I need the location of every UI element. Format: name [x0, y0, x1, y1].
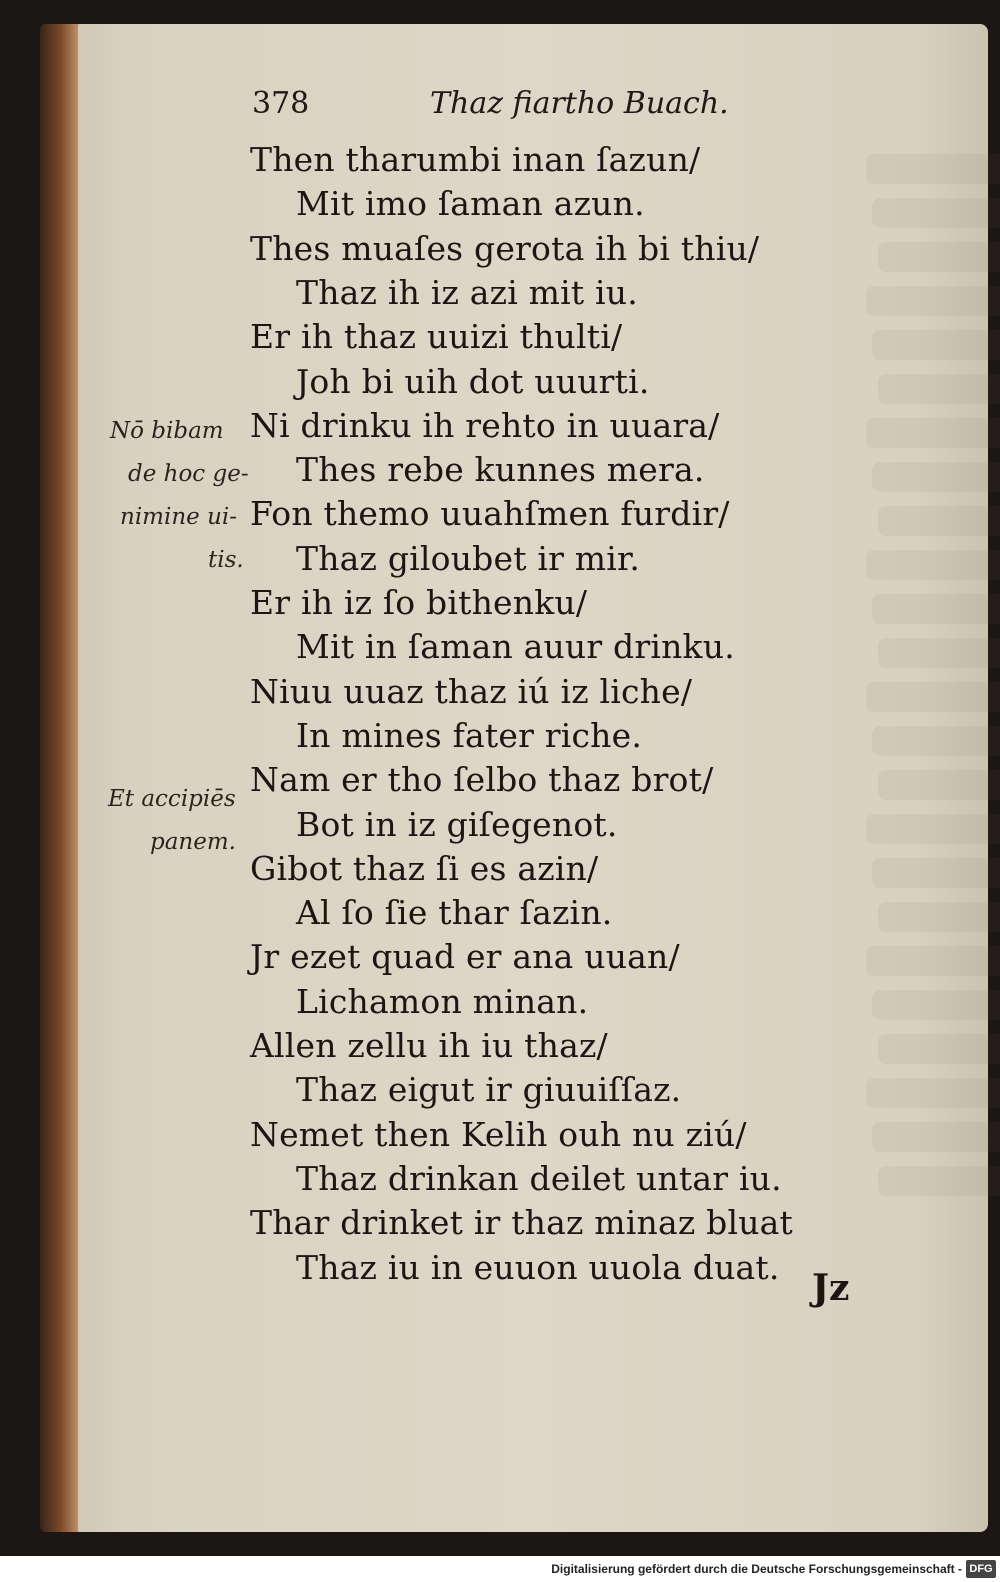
verse-line: Nam er tho ſelbo thaz brot/ — [250, 760, 714, 799]
bleed-through-mark — [878, 506, 1000, 536]
bleed-through-mark — [878, 374, 1000, 404]
verse-line: Fon themo uuahſmen furdir/ — [250, 494, 730, 533]
bleed-through-mark — [872, 990, 1000, 1020]
running-head: Thaz fiartho Buach. — [430, 86, 729, 121]
bleed-through-mark — [866, 286, 1000, 316]
bleed-through-mark — [866, 550, 1000, 580]
verse-line: Then tharumbi inan ſazun/ — [250, 140, 701, 179]
bleed-through-mark — [866, 418, 1000, 448]
verse-line: Er ih iz ſo bithenku/ — [250, 583, 588, 622]
bleed-through-mark — [866, 946, 1000, 976]
verse-line: Thaz eigut ir giuuiſſaz. — [296, 1070, 682, 1109]
verse-line: Thaz iu in euuon uuola duat. — [296, 1248, 780, 1287]
bleed-through-mark — [866, 682, 1000, 712]
gloss-line: nimine ui- — [120, 504, 238, 530]
bleed-through-mark — [866, 154, 1000, 184]
verse-line: Thaz ih iz azi mit iu. — [296, 273, 638, 312]
gloss-line: tis. — [208, 547, 244, 573]
verse-line: Mit imo ſaman azun. — [296, 184, 645, 223]
verse-line: Niuu uuaz thaz iú iz liche/ — [250, 672, 693, 711]
bleed-through-mark — [878, 1034, 1000, 1064]
verse-line: Bot in iz giſegenot. — [296, 805, 618, 844]
bleed-through-mark — [878, 242, 1000, 272]
verse-line: Jr ezet quad er ana uuan/ — [250, 937, 680, 976]
bleed-through-mark — [872, 858, 1000, 888]
bleed-through-mark — [872, 330, 1000, 360]
gloss-line: de hoc ge- — [128, 461, 249, 487]
gloss-line: panem. — [150, 829, 236, 855]
page-number: 378 — [252, 86, 310, 121]
verse-line: Mit in ſaman auur drinku. — [296, 627, 735, 666]
bleed-through-shadow — [858, 24, 988, 1532]
bleed-through-mark — [872, 462, 1000, 492]
verse-line: In mines fater riche. — [296, 716, 643, 755]
verse-line: Thaz drinkan deilet untar iu. — [296, 1159, 782, 1198]
footer-credit: Digitalisierung gefördert durch die Deutsche Forschungsgemeinschaft - — [551, 1562, 962, 1576]
margin-gloss-2 — [108, 778, 236, 864]
gloss-line: Et accipiēs — [108, 786, 236, 812]
verse-line: Gibot thaz ſi es azin/ — [250, 849, 599, 888]
dfg-logo: DFG — [966, 1560, 996, 1578]
bleed-through-mark — [872, 198, 1000, 228]
verse-line: Allen zellu ih iu thaz/ — [250, 1026, 608, 1065]
verse-line: Ni drinku ih rehto in uuara/ — [250, 406, 720, 445]
bleed-through-mark — [872, 1122, 1000, 1152]
bleed-through-mark — [878, 770, 1000, 800]
verse-line: Thar drinket ir thaz minaz bluat — [250, 1203, 793, 1242]
bleed-through-mark — [878, 638, 1000, 668]
digitization-footer — [0, 1556, 1000, 1582]
bleed-through-mark — [872, 726, 1000, 756]
verse-line: Er ih thaz uuizi thulti/ — [250, 317, 623, 356]
verse-line: Al ſo ſie thar ſazin. — [296, 893, 613, 932]
verse-line: Joh bi uih dot uuurti. — [296, 362, 650, 401]
bleed-through-mark — [878, 902, 1000, 932]
margin-gloss-1 — [108, 410, 249, 582]
gloss-line: Nō bibam — [110, 418, 224, 444]
verse-line: Nemet then Kelih ouh nu ziú/ — [250, 1115, 747, 1154]
bleed-through-mark — [866, 1078, 1000, 1108]
verse-line: Thes rebe kunnes mera. — [296, 450, 705, 489]
verse-line: Lichamon minan. — [296, 982, 589, 1021]
bleed-through-mark — [872, 594, 1000, 624]
verse-line: Thes muaſes gerota ih bi thiu/ — [250, 229, 760, 268]
catchword: Jz — [812, 1267, 850, 1309]
bleed-through-mark — [866, 814, 1000, 844]
verse-line: Thaz giloubet ir mir. — [296, 539, 641, 578]
bleed-through-mark — [878, 1166, 1000, 1196]
